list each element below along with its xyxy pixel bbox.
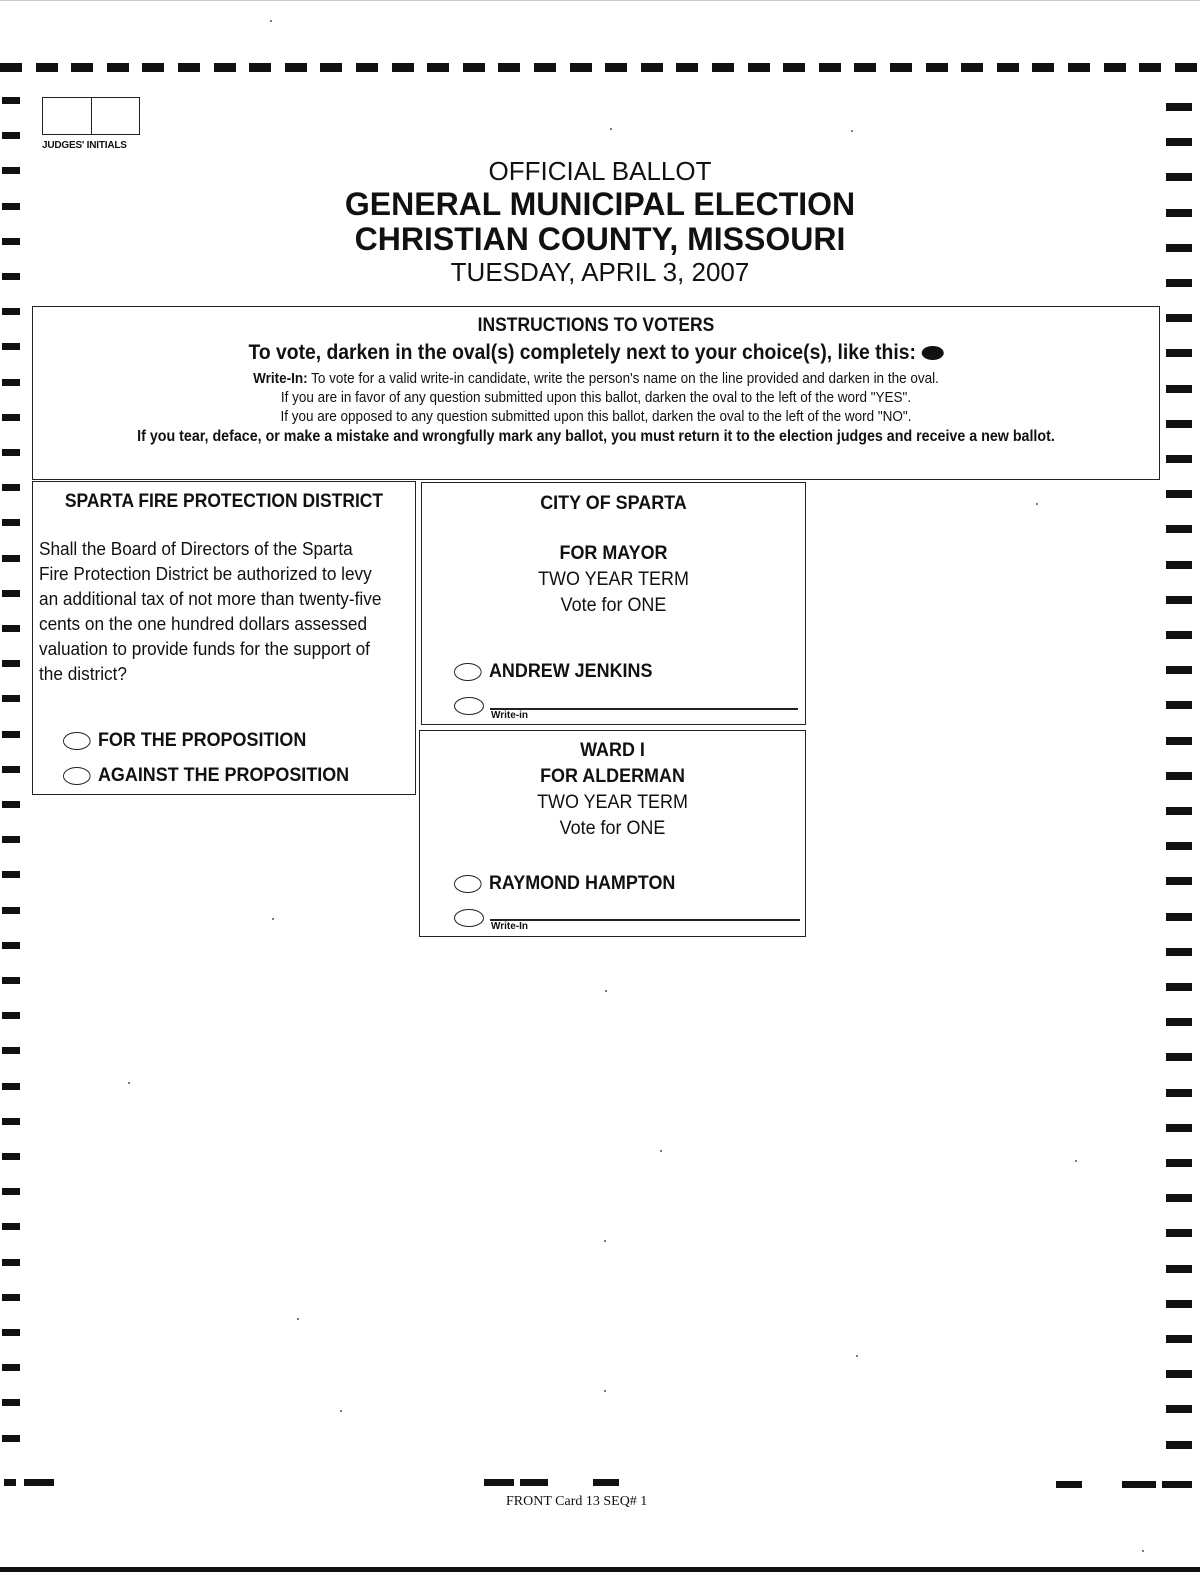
- vote-oval[interactable]: [63, 767, 91, 785]
- timing-mark: [2, 836, 20, 843]
- scan-top-edge: [0, 0, 1200, 1]
- writein-instruction: [89, 369, 1102, 388]
- timing-mark: [36, 63, 58, 72]
- timing-mark: [1166, 1124, 1192, 1132]
- timing-mark: [2, 1118, 20, 1125]
- timing-mark: [819, 63, 841, 72]
- judge-initial-box-2[interactable]: [91, 98, 139, 134]
- timing-mark: [1166, 1300, 1192, 1308]
- vote-oval[interactable]: [63, 732, 91, 750]
- timing-mark: [570, 63, 592, 72]
- timing-mark: [1166, 983, 1192, 991]
- timing-mark: [1032, 63, 1054, 72]
- timing-mark: [1166, 1370, 1192, 1378]
- county-name: CHRISTIAN COUNTY, MISSOURI: [354, 221, 846, 257]
- top-timing-marks: [0, 63, 1200, 72]
- scan-speck: [660, 1150, 662, 1152]
- timing-mark: [2, 1294, 20, 1301]
- scan-speck: [340, 1410, 342, 1412]
- timing-mark: [1166, 561, 1192, 569]
- timing-mark: [2, 1435, 20, 1442]
- timing-mark: [1166, 455, 1192, 463]
- alderman-contest: [419, 730, 806, 937]
- timing-mark: [1166, 807, 1192, 815]
- timing-mark: [427, 63, 449, 72]
- option-against-proposition[interactable]: [63, 764, 349, 787]
- timing-mark: [1166, 842, 1192, 850]
- timing-mark: [997, 63, 1019, 72]
- filled-oval-icon: [921, 346, 943, 360]
- timing-mark: [4, 1479, 16, 1486]
- timing-mark: [1166, 772, 1192, 780]
- timing-mark: [2, 1153, 20, 1160]
- timing-mark: [2, 519, 20, 526]
- timing-mark: [1166, 103, 1192, 111]
- candidate-name: RAYMOND HAMPTON: [488, 872, 676, 894]
- timing-mark: [1166, 1194, 1192, 1202]
- timing-mark: [676, 63, 698, 72]
- timing-mark: [1166, 138, 1192, 146]
- timing-mark: [498, 63, 520, 72]
- timing-mark: [107, 63, 129, 72]
- scan-speck: [1075, 1160, 1077, 1162]
- timing-mark: [2, 695, 20, 702]
- option-for-label: FOR THE PROPOSITION: [97, 729, 307, 751]
- timing-mark: [2, 942, 20, 949]
- timing-mark: [2, 801, 20, 808]
- timing-mark: [392, 63, 414, 72]
- timing-mark: [2, 97, 20, 104]
- timing-mark: [593, 1479, 619, 1486]
- timing-mark: [1166, 1405, 1192, 1413]
- timing-mark: [783, 63, 805, 72]
- election-date: TUESDAY, APRIL 3, 2007: [450, 257, 750, 287]
- timing-mark: [1162, 1481, 1192, 1488]
- writein-instruction-label: Write-In:: [253, 370, 308, 387]
- option-against-label: AGAINST THE PROPOSITION: [97, 764, 350, 786]
- mayor-vote-for: Vote for ONE: [560, 594, 667, 616]
- timing-mark: [961, 63, 983, 72]
- timing-mark: [2, 766, 20, 773]
- card-sequence-footer: FRONT Card 13 SEQ# 1: [506, 1494, 648, 1509]
- timing-mark: [214, 63, 236, 72]
- timing-mark: [2, 1329, 20, 1336]
- timing-mark: [1166, 596, 1192, 604]
- timing-mark: [1166, 666, 1192, 674]
- timing-mark: [1166, 1265, 1192, 1273]
- timing-mark: [2, 1399, 20, 1406]
- timing-mark: [1122, 1481, 1156, 1488]
- timing-mark: [2, 1188, 20, 1195]
- writein-line[interactable]: [490, 708, 798, 710]
- timing-mark: [2, 1223, 20, 1230]
- timing-mark: [71, 63, 93, 72]
- timing-mark: [641, 63, 663, 72]
- judges-initials-boxes[interactable]: [42, 97, 140, 135]
- scan-speck: [270, 20, 272, 22]
- alderman-office: FOR ALDERMAN: [540, 765, 685, 787]
- writein-oval[interactable]: [454, 697, 484, 715]
- timing-mark: [1166, 314, 1192, 322]
- timing-mark: [534, 63, 556, 72]
- scan-speck: [128, 1082, 130, 1084]
- timing-mark: [605, 63, 627, 72]
- scan-speck: [297, 1318, 299, 1320]
- timing-mark: [2, 1259, 20, 1266]
- timing-mark: [1166, 1053, 1192, 1061]
- scan-speck: [604, 1240, 606, 1242]
- timing-mark: [1166, 913, 1192, 921]
- timing-mark: [1166, 490, 1192, 498]
- ward-title: WARD I: [580, 739, 645, 761]
- ballot-title: OFFICIAL BALLOT: [488, 156, 712, 186]
- timing-mark: [2, 731, 20, 738]
- vote-oval[interactable]: [454, 875, 482, 893]
- timing-mark: [2, 907, 20, 914]
- timing-mark: [2, 1364, 20, 1371]
- writein-instruction-text: To vote for a valid write-in candidate, write the person's name on the line provided and darken in the oval.: [311, 370, 939, 387]
- timing-mark: [1166, 525, 1192, 533]
- writein-label: Write-in: [491, 710, 529, 721]
- timing-mark: [2, 590, 20, 597]
- judges-initials-label: JUDGES' INITIALS: [42, 140, 127, 151]
- scan-speck: [272, 918, 274, 920]
- fire-district-contest: [32, 481, 416, 795]
- timing-mark: [1166, 1159, 1192, 1167]
- warning-instruction: If you tear, deface, or make a mistake and wrongfully mark any ballot, you must return it to the election judges and receive a new ballot.: [137, 428, 1055, 445]
- writein-label: Write-In: [491, 921, 529, 932]
- timing-mark: [0, 63, 22, 72]
- candidate-name: ANDREW JENKINS: [488, 660, 653, 682]
- mayor-office: FOR MAYOR: [559, 542, 668, 564]
- timing-mark: [2, 379, 20, 386]
- timing-mark: [890, 63, 912, 72]
- candidate-raymond-hampton[interactable]: [454, 872, 675, 895]
- timing-mark: [926, 63, 948, 72]
- timing-mark: [1166, 948, 1192, 956]
- instructions-subtitle-text: To vote, darken in the oval(s) completely next to your choice(s), like this:: [248, 341, 916, 364]
- timing-mark: [1166, 877, 1192, 885]
- timing-mark: [2, 1012, 20, 1019]
- timing-mark: [178, 63, 200, 72]
- timing-mark: [320, 63, 342, 72]
- timing-mark: [484, 1479, 514, 1486]
- alderman-term: TWO YEAR TERM: [537, 791, 688, 813]
- scan-speck: [851, 130, 853, 132]
- timing-mark: [1166, 701, 1192, 709]
- yes-instruction: If you are in favor of any question submitted upon this ballot, darken the oval to the left of the word "YES".: [280, 389, 912, 406]
- scan-speck: [856, 1355, 858, 1357]
- timing-mark: [142, 63, 164, 72]
- writein-line[interactable]: [490, 919, 800, 921]
- scan-speck: [610, 128, 612, 130]
- timing-mark: [712, 63, 734, 72]
- timing-mark: [1056, 1481, 1082, 1488]
- fire-district-title: SPARTA FIRE PROTECTION DISTRICT: [64, 491, 384, 512]
- timing-mark: [1166, 1089, 1192, 1097]
- timing-mark: [1175, 63, 1197, 72]
- timing-mark: [463, 63, 485, 72]
- timing-mark: [2, 308, 20, 315]
- timing-mark: [2, 1047, 20, 1054]
- timing-mark: [2, 555, 20, 562]
- scan-speck: [604, 1390, 606, 1392]
- vote-oval[interactable]: [454, 663, 482, 681]
- timing-mark: [854, 63, 876, 72]
- scan-speck: [1036, 503, 1038, 505]
- timing-mark: [1166, 1229, 1192, 1237]
- timing-mark: [2, 414, 20, 421]
- timing-mark: [1068, 63, 1090, 72]
- scan-speck: [1142, 1550, 1144, 1552]
- no-instruction: If you are opposed to any question submitted upon this ballot, darken the oval to the left of the word "NO".: [280, 408, 912, 425]
- timing-mark: [249, 63, 271, 72]
- city-title: CITY OF SPARTA: [540, 492, 687, 514]
- election-name: GENERAL MUNICIPAL ELECTION: [344, 186, 856, 222]
- timing-mark: [1166, 420, 1192, 428]
- mayor-term: TWO YEAR TERM: [538, 568, 689, 590]
- mayor-contest: [421, 482, 806, 725]
- timing-mark: [2, 1083, 20, 1090]
- ballot-header: [0, 156, 1200, 288]
- timing-mark: [2, 871, 20, 878]
- timing-mark: [1166, 1441, 1192, 1449]
- writein-oval[interactable]: [454, 909, 484, 927]
- timing-mark: [1104, 63, 1126, 72]
- timing-mark: [1166, 1018, 1192, 1026]
- candidate-andrew-jenkins[interactable]: [454, 660, 652, 683]
- timing-mark: [2, 625, 20, 632]
- timing-mark: [1139, 63, 1161, 72]
- instructions-title: INSTRUCTIONS TO VOTERS: [477, 315, 715, 336]
- timing-mark: [285, 63, 307, 72]
- timing-mark: [748, 63, 770, 72]
- fire-district-question: Shall the Board of Directors of the Sparta Fire Protection District be authorized to levy an additional tax of not more than twenty-five cents on the one hundred dollars assessed valuation to provide funds for the support of the district?: [39, 538, 382, 684]
- timing-mark: [1166, 737, 1192, 745]
- timing-mark: [1166, 349, 1192, 357]
- alderman-vote-for: Vote for ONE: [559, 817, 666, 839]
- timing-mark: [2, 343, 20, 350]
- timing-mark: [1166, 631, 1192, 639]
- scan-bottom-edge: [0, 1567, 1200, 1572]
- timing-mark: [356, 63, 378, 72]
- instructions-box: [32, 306, 1160, 480]
- timing-mark: [2, 484, 20, 491]
- option-for-proposition[interactable]: [63, 729, 306, 752]
- timing-mark: [520, 1479, 548, 1486]
- timing-mark: [2, 449, 20, 456]
- judge-initial-box-1[interactable]: [43, 98, 90, 134]
- timing-mark: [24, 1479, 54, 1486]
- instructions-subtitle: [78, 341, 1114, 365]
- timing-mark: [2, 132, 20, 139]
- timing-mark: [1166, 1335, 1192, 1343]
- timing-mark: [2, 977, 20, 984]
- timing-mark: [2, 660, 20, 667]
- timing-mark: [1166, 385, 1192, 393]
- scan-speck: [605, 990, 607, 992]
